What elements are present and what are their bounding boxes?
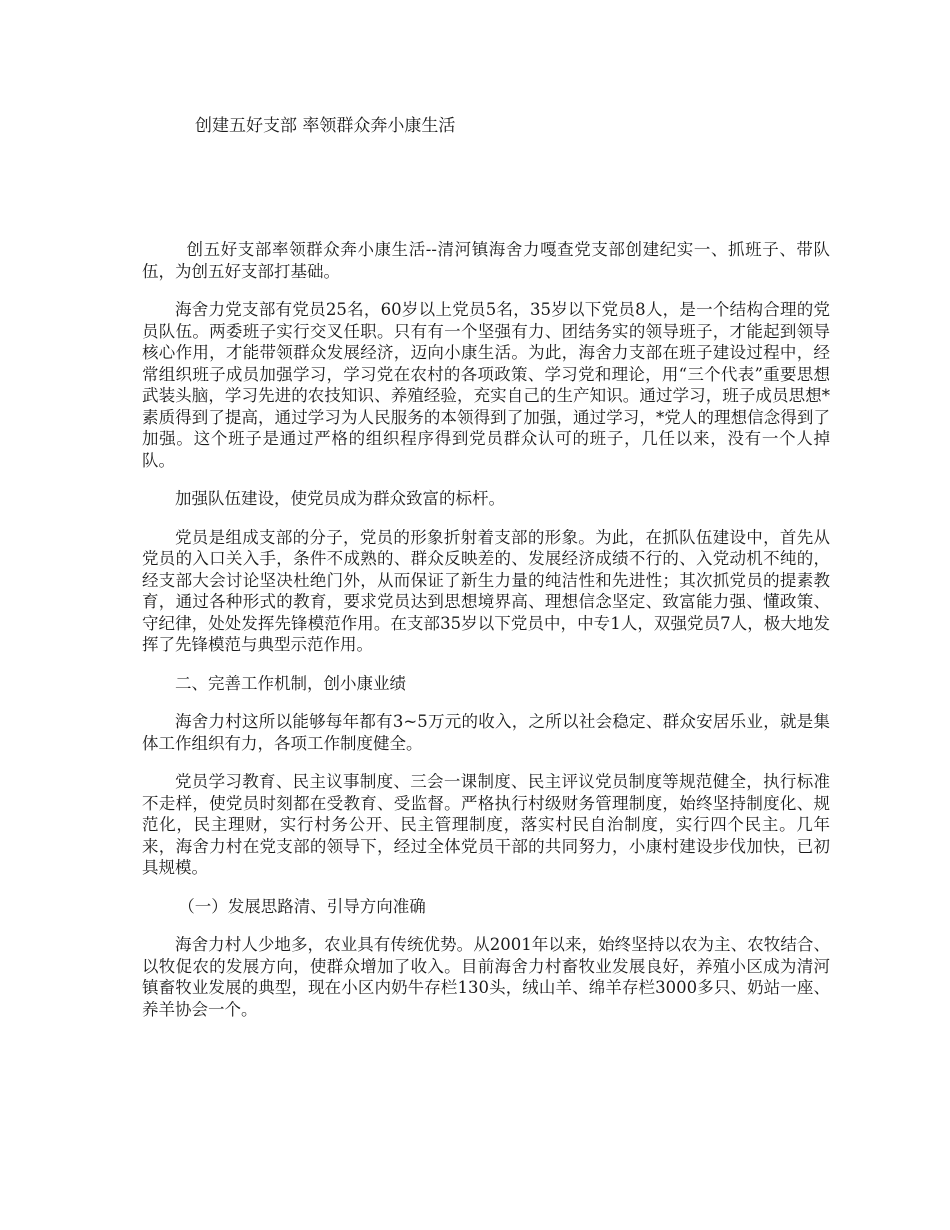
subsection-heading-development: （一）发展思路清、引导方向准确 — [178, 896, 426, 916]
paragraph-income: 海舍力村这所以能够每年都有3~5万元的收入，之所以社会稳定、群众安居乐业，就是集体工作组织有力，各项工作制度健全。 — [142, 712, 830, 753]
section-heading-mechanism: 二、完善工作机制，创小康业绩 — [175, 673, 406, 693]
paragraph-agriculture: 海舍力村人少地多，农业具有传统优势。从2001年以来，始终坚持以农为主、农牧结合、以牧促农的发展方向，使群众增加了收入。目前海舍力村畜牧业发展良好，养殖小区成为清河镇畜牧业发展的典型，现在小区内奶牛存栏130头，绒山羊、绵羊存栏3000多只、奶站一座、养羊协会一个。 — [142, 935, 830, 1019]
paragraph-systems: 党员学习教育、民主议事制度、三会一课制度、民主评议党员制度等规范健全，执行标准不走样，使党员时刻都在受教育、受监督。严格执行村级财务管理制度，始终坚持制度化、规范化，民主理财，实行村务公开、民主管理制度，落实村民自治制度，实行四个民主。几年来，海舍力村在党支部的领导下，经过全体党员干部的共同努力，小康村建设步伐加快，已初具规模。 — [142, 772, 830, 877]
paragraph-branch-members: 海舍力党支部有党员25名，60岁以上党员5名，35岁以下党员8人，是一个结构合理的党员队伍。两委班子实行交叉任职。只有有一个坚强有力、团结务实的领导班子，才能起到领导核心作用，才能带领群众发展经济，迈向小康生活。为此，海舍力支部在班子建设过程中，经常组织班子成员加强学习，学习党在农村的各项政策、学习党和理论，用“三个代表”重要思想武装头脑，学习先进的农技知识、养殖经验，充实自己的生产知识。通过学习，班子成员思想*素质得到了提高，通过学习为人民服务的本领得到了加强，通过学习，*党人的理想信念得到了加强。这个班子是通过严格的组织程序得到党员群众认可的班子，几任以来，没有一个人掉队。 — [142, 300, 830, 470]
document-body — [142, 239, 830, 1037]
paragraph-team-building: 党员是组成支部的分子，党员的形象折射着支部的形象。为此，在抓队伍建设中，首先从党员的入口关入手，条件不成熟的、群众反映差的、发展经济成绩不行的、入党动机不纯的，经支部大会讨论坚决杜绝门外，从而保证了新生力量的纯洁性和先进性；其次抓党员的提素教育，通过各种形式的教育，要求党员达到思想境界高、理想信念坚定、致富能力强、懂政策、守纪律，处处发挥先锋模范作用。在支部35岁以下党员中，中专1人，双强党员7人，极大地发挥了先锋模范与典型示范作用。 — [142, 527, 830, 654]
paragraph-intro: 创五好支部率领群众奔小康生活--清河镇海舍力嘎查党支部创建纪实一、抓班子、带队伍，为创五好支部打基础。 — [142, 240, 830, 281]
document-title: 创建五好支部 率领群众奔小康生活 — [195, 116, 456, 136]
paragraph-team-building-heading: 加强队伍建设，使党员成为群众致富的标杆。 — [175, 489, 505, 508]
